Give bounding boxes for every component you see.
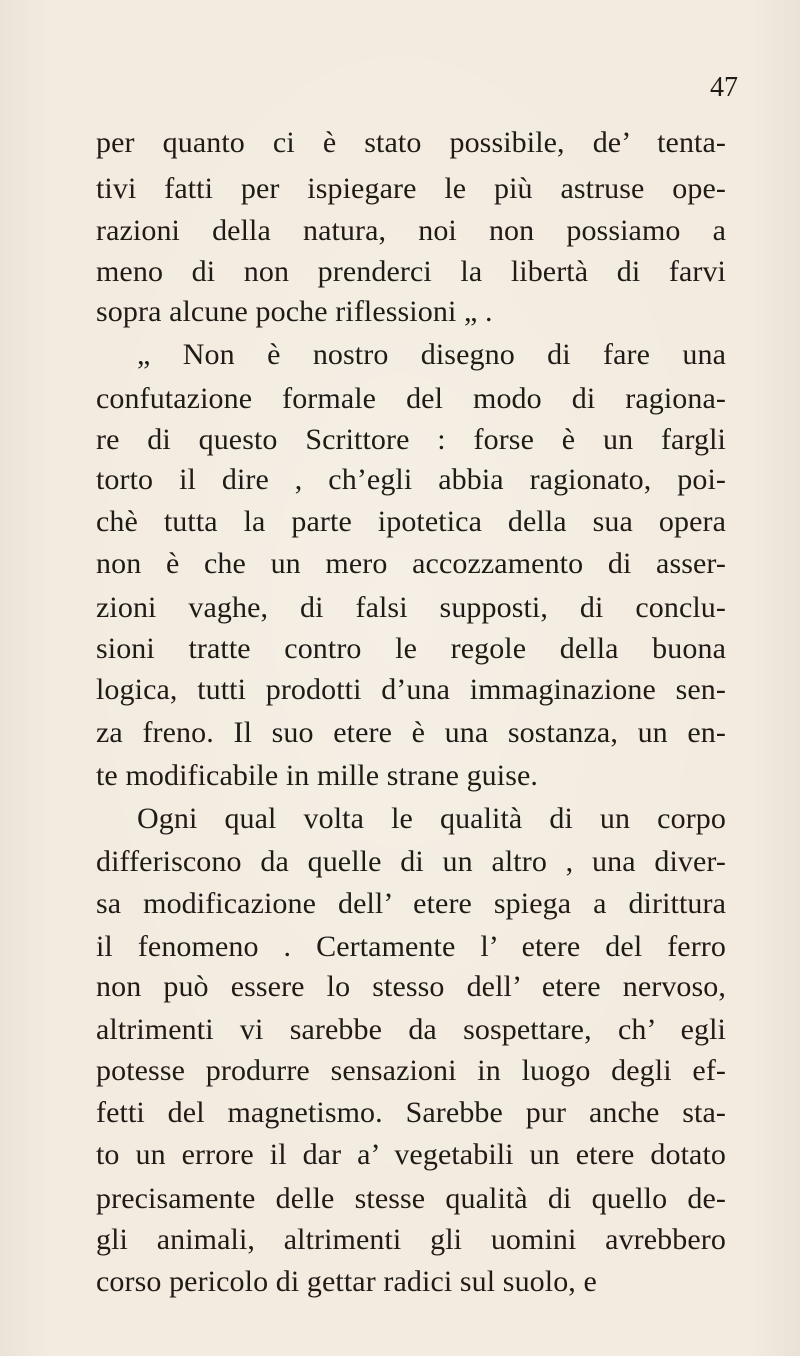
text-line: re di questo Scrittore : forse è un fargli [96,423,726,456]
text-line: differiscono da quelle di un altro , una diver- [96,845,726,878]
text-line: sioni tratte contro le regole della buona [96,632,726,665]
text-line: te modificabile in mille strane guise. [96,759,539,792]
text-line: „ Non è nostro disegno di fare una [137,338,726,371]
text-line: sopra alcune poche riflessioni „ . [96,295,493,328]
text-line: sa modificazione dell’ etere spiega a dirittura [96,887,726,920]
text-line: corso pericolo di gettar radici sul suolo, e [96,1265,597,1298]
text-line: gli animali, altrimenti gli uomini avrebbero [96,1223,726,1256]
text-line: chè tutta la parte ipotetica della sua opera [96,505,726,538]
text-line: za freno. Il suo etere è una sostanza, un en- [96,716,726,749]
text-line: zioni vaghe, di falsi supposti, di conclu- [96,591,726,624]
text-line: logica, tutti prodotti d’una immaginazione sen- [96,673,726,706]
text-line: tivi fatti per ispiegare le più astruse ope- [96,172,726,205]
text-line: torto il dire , ch’egli abbia ragionato, poi- [96,463,726,496]
text-line: fetti del magnetismo. Sarebbe pur anche sta- [96,1096,726,1129]
text-line: confutazione formale del modo di ragiona- [96,382,726,415]
text-line: il fenomeno . Certamente l’ etere del ferro [96,930,726,963]
text-line: Ogni qual volta le qualità di un corpo [137,802,726,835]
text-line: precisamente delle stesse qualità di quello de- [96,1182,726,1215]
text-line: potesse produrre sensazioni in luogo degli ef- [96,1054,726,1087]
text-line: per quanto ci è stato possibile, de’ tenta- [96,126,726,159]
text-line: to un errore il dar a’ vegetabili un etere dotato [96,1138,726,1171]
text-line: razioni della natura, noi non possiamo a [96,214,726,247]
text-line: altrimenti vi sarebbe da sospettare, ch’ egli [96,1013,726,1046]
text-line: non può essere lo stesso dell’ etere nervoso, [96,970,726,1003]
page-number: 47 [710,72,738,103]
text-line: meno di non prenderci la libertà di farvi [96,255,726,288]
text-line: non è che un mero accozzamento di asser- [96,547,726,580]
